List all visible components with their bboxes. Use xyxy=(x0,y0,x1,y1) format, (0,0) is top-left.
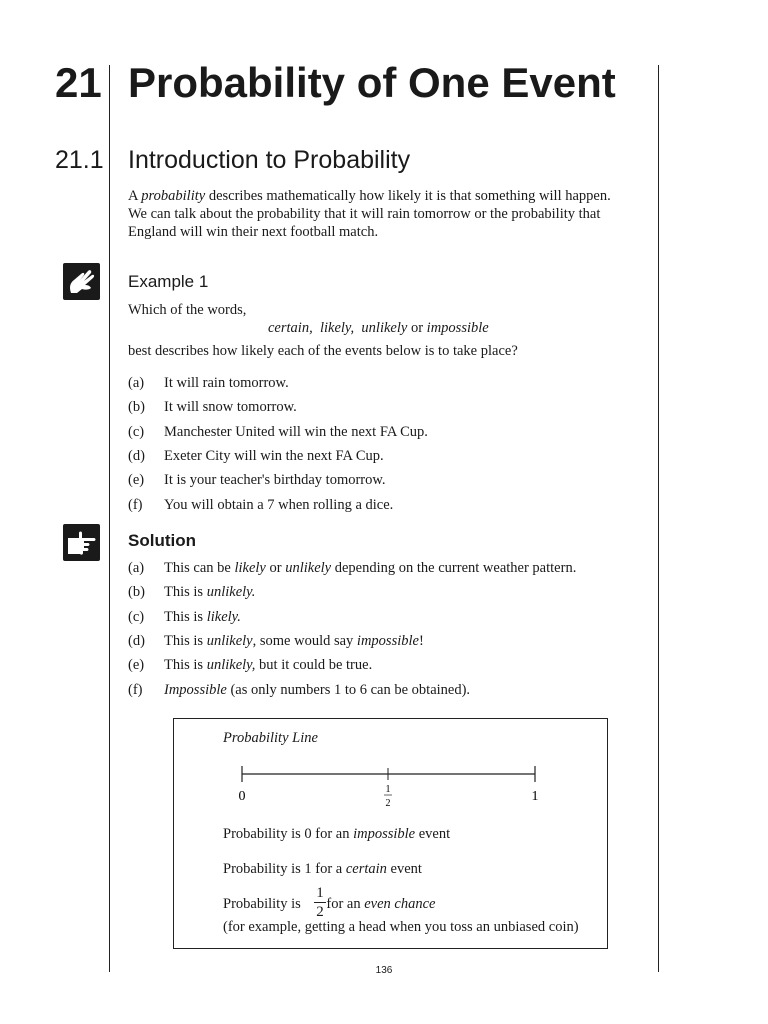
text-part: ! xyxy=(418,633,424,649)
word-or: or xyxy=(410,320,424,336)
item-label: (a) xyxy=(128,560,145,576)
item-label: (b) xyxy=(128,584,145,600)
row-text: Probability is 1 for a xyxy=(223,861,346,877)
intro-pre: A xyxy=(128,188,142,204)
row-italic: impossible xyxy=(353,826,416,842)
text-italic: unlikely. xyxy=(206,584,256,600)
item-label: (d) xyxy=(128,633,145,649)
fraction-numerator: 1 xyxy=(316,885,324,901)
label-half-denominator: 2 xyxy=(385,798,391,809)
hand-pointing-icon xyxy=(63,263,100,300)
label-zero: 0 xyxy=(238,789,246,804)
text-part: but it could be true. xyxy=(255,657,373,673)
item-label: (e) xyxy=(128,657,145,673)
text-part: This can be xyxy=(164,560,235,576)
chapter-divider-line xyxy=(109,65,110,972)
item-text xyxy=(164,632,424,650)
label-half-numerator: 1 xyxy=(385,784,391,795)
right-margin-line xyxy=(658,65,659,972)
text-italic: likely. xyxy=(206,609,241,625)
probability-line-title: Probability Line xyxy=(223,730,318,746)
item-label: (a) xyxy=(128,375,145,391)
item-label: (b) xyxy=(128,399,145,415)
probability-coin-example: (for example, getting a head when you toss an unbiased coin) xyxy=(223,919,579,935)
item-label: (f) xyxy=(128,682,143,698)
solution-heading: Solution xyxy=(128,531,196,550)
item-text xyxy=(164,681,470,699)
text-part: This is xyxy=(164,633,207,649)
word-unlikely: unlikely xyxy=(361,320,408,336)
item-text xyxy=(164,583,255,601)
text-italic: impossible xyxy=(356,633,419,649)
example-heading: Example 1 xyxy=(128,272,209,291)
intro-line-2: We can talk about the probability that it will rain tomorrow or the probability that xyxy=(128,206,601,222)
page-number: 136 xyxy=(375,965,393,976)
item-label: (f) xyxy=(128,497,143,513)
probability-row-certain xyxy=(223,860,422,878)
item-text: It will snow tomorrow. xyxy=(164,399,297,415)
row-italic: even chance xyxy=(364,896,436,912)
probability-line-diagram xyxy=(230,760,550,810)
chapter-number: 21 xyxy=(55,59,102,106)
text-part: depending on the current weather pattern. xyxy=(331,560,577,576)
text-part: , some would say xyxy=(252,633,357,649)
text-italic: unlikely, xyxy=(206,657,256,673)
probability-row-impossible xyxy=(223,825,450,843)
intro-paragraph xyxy=(128,187,648,241)
probability-row-even-chance xyxy=(223,895,435,913)
question-word-list xyxy=(268,319,489,337)
text-part: (as only numbers 1 to 6 can be obtained). xyxy=(226,682,471,698)
question-end: best describes how likely each of the events below is to take place? xyxy=(128,343,518,359)
row-text: event xyxy=(386,861,422,877)
label-one: 1 xyxy=(531,789,539,804)
chapter-title: Probability of One Event xyxy=(128,59,616,106)
hand-pointing-right-icon xyxy=(63,524,100,561)
item-text: Exeter City will win the next FA Cup. xyxy=(164,448,384,464)
item-text xyxy=(164,656,372,674)
item-label: (d) xyxy=(128,448,145,464)
word-impossible: impossible xyxy=(426,320,489,336)
section-title: Introduction to Probability xyxy=(128,146,411,174)
intro-line-1 xyxy=(128,187,648,205)
question-intro: Which of the words, xyxy=(128,302,247,318)
text-italic: Impossible xyxy=(164,682,227,698)
row-text: for an xyxy=(326,896,365,912)
item-label: (c) xyxy=(128,424,145,440)
text-italic: unlikely xyxy=(206,633,253,649)
fraction-denominator: 2 xyxy=(316,904,324,920)
row-italic: certain xyxy=(345,861,387,877)
intro-line-1-rest: describes mathematically how likely it is that something will happen. xyxy=(205,188,611,204)
row-text: Probability is xyxy=(223,896,305,912)
fraction-bar xyxy=(314,902,326,903)
text-part: This is xyxy=(164,584,207,600)
item-text xyxy=(164,608,241,626)
text-part: or xyxy=(265,560,286,576)
text-italic: likely xyxy=(234,560,266,576)
section-number: 21.1 xyxy=(55,146,104,174)
item-text: You will obtain a 7 when rolling a dice. xyxy=(164,497,394,513)
item-text: Manchester United will win the next FA Cup. xyxy=(164,424,428,440)
text-part: This is xyxy=(164,609,207,625)
word-certain: certain, xyxy=(268,320,313,336)
row-text: Probability is 0 for an xyxy=(223,826,354,842)
item-text: It will rain tomorrow. xyxy=(164,375,289,391)
fraction-half xyxy=(312,885,328,920)
item-text xyxy=(164,559,576,577)
text-part: This is xyxy=(164,657,207,673)
intro-term: probability xyxy=(141,188,206,204)
intro-line-3: England will win their next football match. xyxy=(128,224,379,240)
word-likely: likely, xyxy=(319,320,355,336)
item-label: (e) xyxy=(128,472,145,488)
row-text: event xyxy=(415,826,451,842)
item-label: (c) xyxy=(128,609,145,625)
item-text: It is your teacher's birthday tomorrow. xyxy=(164,472,386,488)
text-italic: unlikely xyxy=(285,560,332,576)
